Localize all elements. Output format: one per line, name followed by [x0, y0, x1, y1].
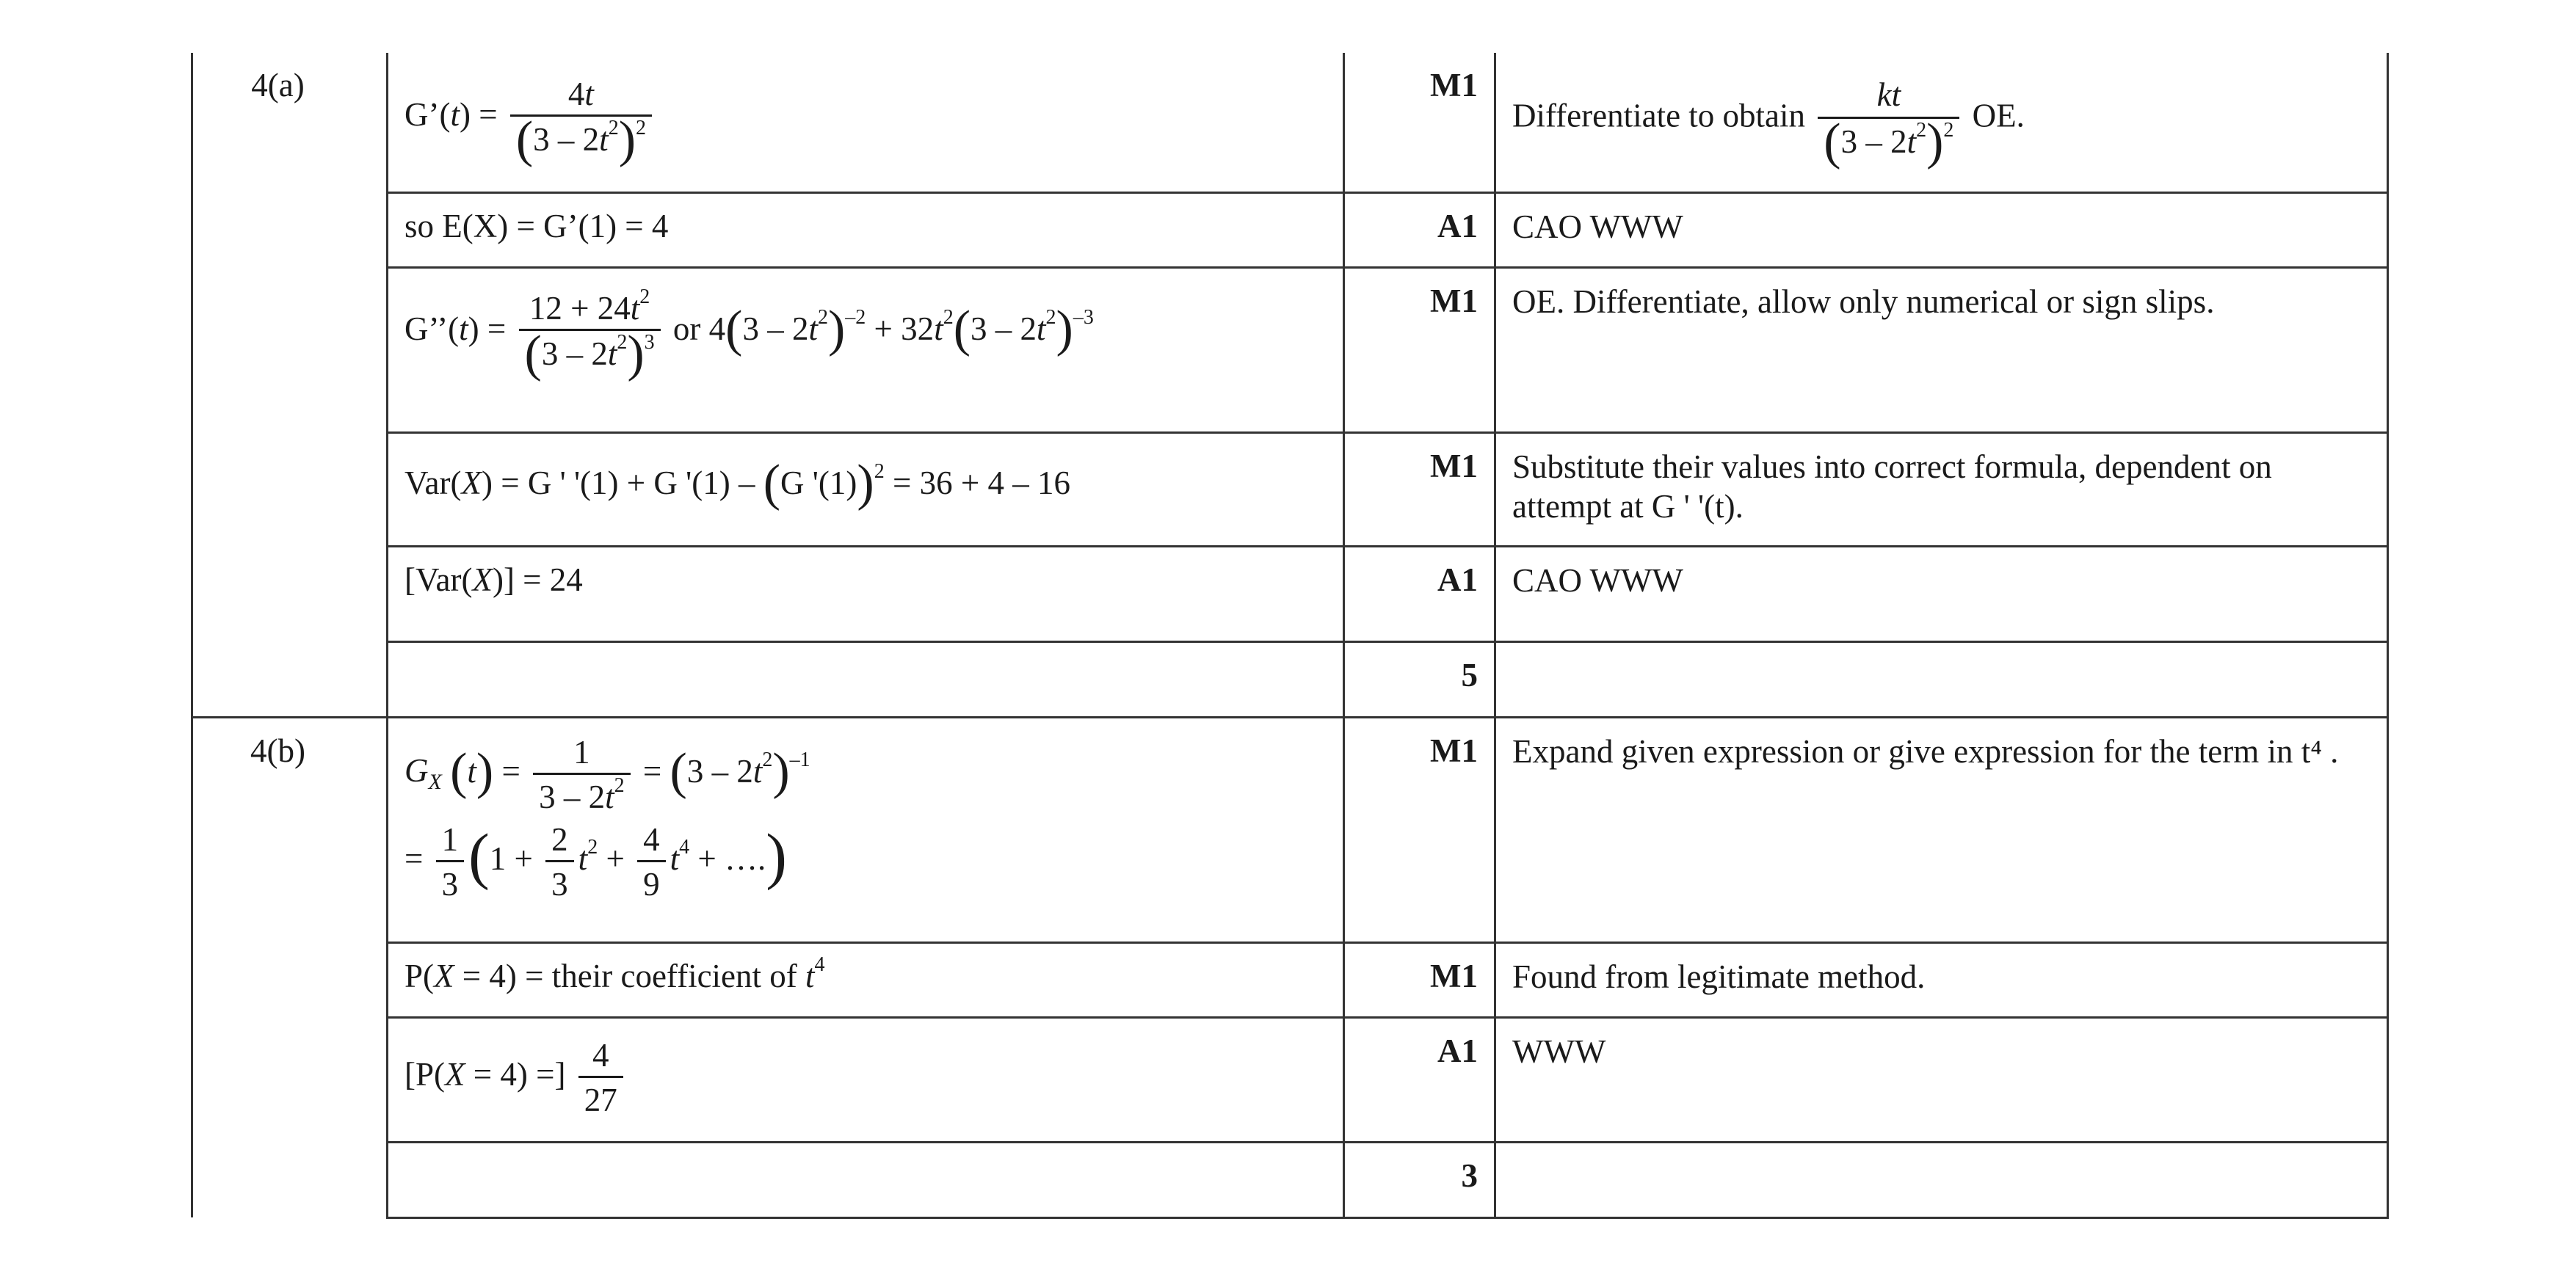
guidance-cell: [1495, 641, 2388, 717]
mark-cell: A1: [1344, 192, 1495, 267]
answer-cell: P(X = 4) = their coefficient of $t^4$: [388, 942, 1344, 1017]
answer-cell: [388, 641, 1344, 717]
question-label: 4(a): [251, 67, 305, 103]
answer-math: Var(X) = G ' '(1) + G '(1) – (G '(1))$^2$ = 36 + 4 – 16: [404, 454, 1070, 511]
mark-cell: A1: [1344, 546, 1495, 641]
mark-cell: A1: [1344, 1017, 1495, 1142]
total-mark-cell: 3: [1344, 1142, 1495, 1217]
table-row: [192, 1017, 2388, 1142]
answer-math: G’(t) = $\frac{4t}{(3 - 2t^2)^2}$: [404, 75, 656, 161]
table-row: [192, 1142, 2388, 1217]
guidance-cell: Expand given expression or give expression for the term in t⁴ .: [1495, 717, 2388, 942]
guidance-text: Differentiate to obtain: [1512, 97, 1806, 134]
answer-math-expansion: = $\frac{1}{3}$ (1 + $\frac{2}{3}$ $t^2$ + $\frac{4}{9}$ $t^4$ + ….): [404, 820, 787, 903]
mark-cell: M1: [1344, 717, 1495, 942]
answer-cell: [388, 267, 1344, 432]
answer-cell: [Var(X)] = 24: [388, 546, 1344, 641]
guidance-cell: OE. Differentiate, allow only numerical or sign slips.: [1495, 267, 2388, 432]
mark-cell: M1: [1344, 942, 1495, 1017]
answer-math: $G_X$ (t) = $\frac{1}{3 - 2t^2}$ = $(3 - 2t^2)^{-1}$: [404, 733, 810, 815]
table-row: [192, 942, 2388, 1017]
table-row: [192, 267, 2388, 432]
table-row: [192, 717, 2388, 942]
table-row: [192, 546, 2388, 641]
answer-cell: [388, 1017, 1344, 1142]
answer-cell: so E(X) = G’(1) = 4: [388, 192, 1344, 267]
question-cell-4b: [192, 717, 388, 1217]
guidance-cell: Substitute their values into correct formula, dependent on attempt at G ' '(t).: [1495, 432, 2388, 546]
guidance-cell: Found from legitimate method.: [1495, 942, 2388, 1017]
answer-math: [P(X = 4) =] $\frac{4}{27}$: [404, 1036, 628, 1119]
total-mark-cell: 5: [1344, 641, 1495, 717]
mark-cell: M1: [1344, 432, 1495, 546]
guidance-tail: OE.: [1972, 97, 2025, 134]
answer-tail: = 36 + 4 – 16: [892, 464, 1070, 501]
guidance-cell: [1495, 1142, 2388, 1217]
question-cell-4a: [192, 53, 388, 717]
question-label: 4(b): [250, 732, 305, 769]
table-row: [192, 432, 2388, 546]
table-row: [192, 641, 2388, 717]
answer-cell: [388, 53, 1344, 192]
table-row: [192, 53, 2388, 192]
guidance-fraction: $\frac{kt}{(3 - 2t^2)^2}$: [1818, 75, 1959, 163]
guidance-cell: CAO WWW: [1495, 192, 2388, 267]
answer-math: G’’(t) = $\frac{12 + 24t^2}{(3 - 2t^2)^3}$ or $4(3 - 2t^2)^{-2} + 32t^2(3 - 2t^2)^{-3}$: [404, 285, 1094, 382]
guidance-cell: WWW: [1495, 1017, 2388, 1142]
answer-cell: [388, 432, 1344, 546]
mark-cell: M1: [1344, 53, 1495, 192]
guidance-cell: CAO WWW: [1495, 546, 2388, 641]
answer-cell: [388, 717, 1344, 942]
guidance-cell: [1495, 53, 2388, 192]
table-row: [192, 192, 2388, 267]
mark-cell: M1: [1344, 267, 1495, 432]
mark-scheme-table: [191, 53, 2389, 1219]
answer-cell: [388, 1142, 1344, 1217]
